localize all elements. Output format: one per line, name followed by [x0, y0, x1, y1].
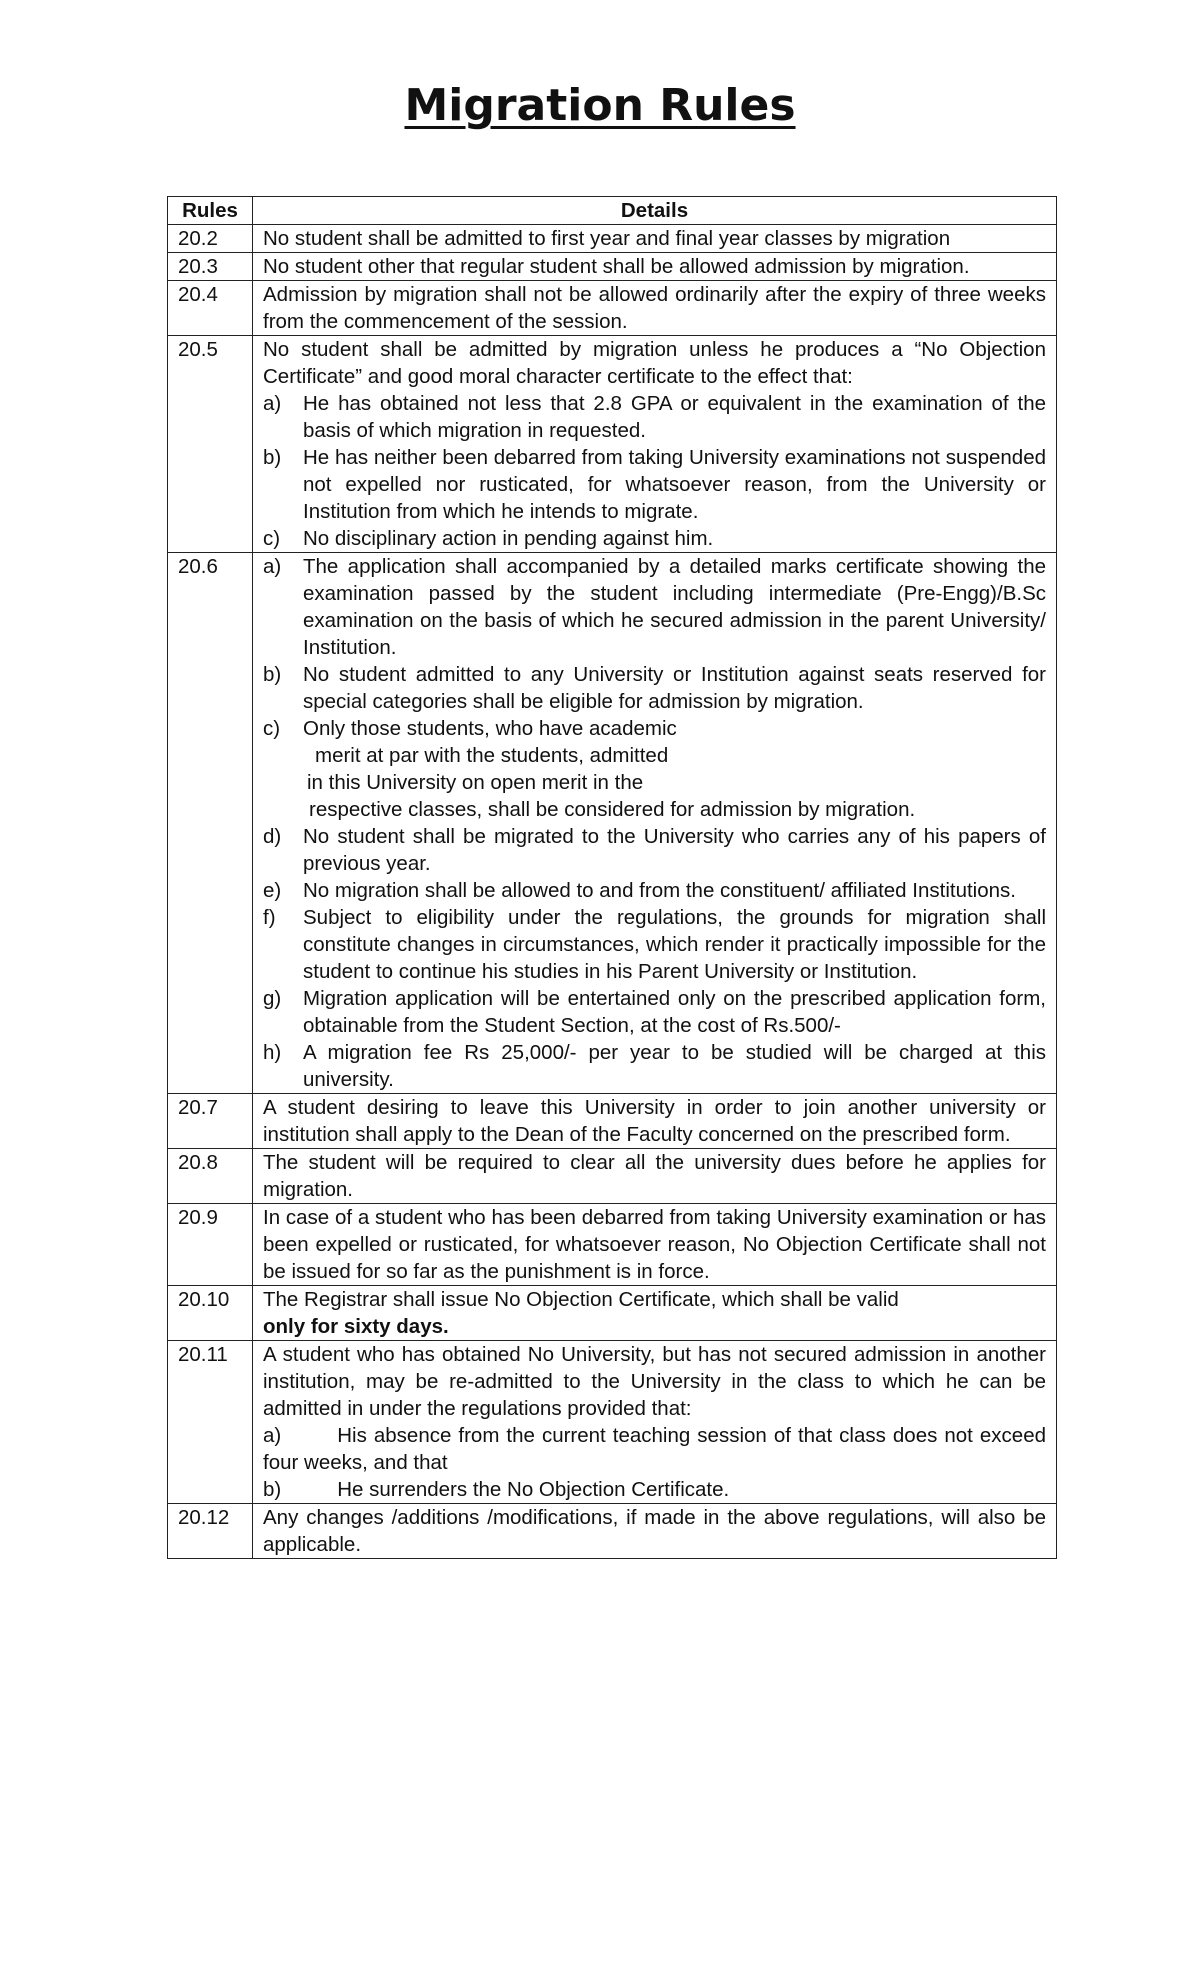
- list-item-text: His absence from the current teaching session of that class does not exceed four weeks, and that: [263, 1424, 1046, 1474]
- rule-details: [253, 253, 1057, 281]
- rules-table: [167, 196, 1057, 1559]
- page-title-text: Migration Rules: [404, 80, 796, 131]
- list-item-line: respective classes, shall be considered for admission by migration.: [309, 798, 916, 821]
- page-title: [0, 78, 1200, 134]
- list-item-label: g): [263, 987, 282, 1010]
- rule-text: No student shall be admitted to first year and final year classes by migration: [263, 227, 951, 250]
- list-item-label: e): [263, 879, 282, 902]
- rule-details: [253, 225, 1057, 253]
- list-item: [263, 444, 1046, 525]
- rule-number: 20.8: [168, 1149, 253, 1204]
- list-item-label: f): [263, 906, 276, 929]
- list-item: [263, 1039, 1046, 1093]
- list-item: [263, 985, 1046, 1039]
- table-row: [168, 1204, 1057, 1286]
- rule-number: 20.5: [168, 336, 253, 553]
- list-item-text: No migration shall be allowed to and from the constituent/ affiliated Institutions.: [303, 879, 1016, 902]
- column-header-rules: Rules: [168, 197, 253, 225]
- rule-number: 20.11: [168, 1341, 253, 1504]
- table-row: [168, 1504, 1057, 1559]
- list-item-text: No disciplinary action in pending against him.: [303, 527, 714, 550]
- rule-number: 20.2: [168, 225, 253, 253]
- table-row: [168, 336, 1057, 553]
- list-item-label: b): [263, 1478, 282, 1501]
- list-item-text: Migration application will be entertained only on the prescribed application form, obtainable from the Student Section, at the cost of Rs.500/-: [303, 987, 1046, 1037]
- table-row: [168, 1341, 1057, 1504]
- rule-number: 20.6: [168, 553, 253, 1094]
- list-item-text: No student shall be migrated to the University who carries any of his papers of previous year.: [303, 825, 1046, 875]
- column-header-details: Details: [253, 197, 1057, 225]
- list-item-label: b): [263, 663, 282, 686]
- rule-text: A student who has obtained No University, but has not secured admission in another institution, may be re-admitted to the University in the class to which he can be admitted in under the regulations provided that:: [263, 1343, 1046, 1420]
- list-item-text: A migration fee Rs 25,000/- per year to be studied will be charged at this university.: [303, 1041, 1046, 1091]
- table-row: [168, 253, 1057, 281]
- table-row: [168, 1149, 1057, 1204]
- list-item-line: in this University on open merit in the: [307, 771, 644, 794]
- rule-details: [253, 281, 1057, 336]
- list-item-line: merit at par with the students, admitted: [315, 744, 669, 767]
- list-item-label: a): [263, 1424, 282, 1447]
- rule-text: The student will be required to clear all the university dues before he applies for migration.: [263, 1151, 1046, 1201]
- list-item-label: h): [263, 1041, 282, 1064]
- table-header-row: [168, 197, 1057, 225]
- rule-number: 20.12: [168, 1504, 253, 1559]
- rule-details: [253, 1504, 1057, 1559]
- list-item-label: a): [263, 392, 282, 415]
- table-row: [168, 281, 1057, 336]
- list-item-text: No student admitted to any University or Institution against seats reserved for special categories shall be eligible for admission by migration.: [303, 663, 1046, 713]
- list-item: [263, 1422, 1046, 1476]
- list-item-label: d): [263, 825, 282, 848]
- list-item: [263, 553, 1046, 661]
- rule-details: [253, 1149, 1057, 1204]
- table-row: [168, 1286, 1057, 1341]
- list-item-line: Only those students, who have academic: [303, 717, 677, 740]
- rule-details: [253, 1094, 1057, 1149]
- list-item-text: Subject to eligibility under the regulations, the grounds for migration shall constitute changes in circumstances, which render it practically impossible for the student to continue his studies in his Parent University or Institution.: [303, 906, 1046, 983]
- rule-details: [253, 553, 1057, 1094]
- rule-details: [253, 1286, 1057, 1341]
- rule-details: [253, 336, 1057, 553]
- rule-details: [253, 1204, 1057, 1286]
- rule-text: The Registrar shall issue No Objection Certificate, which shall be valid: [263, 1288, 899, 1311]
- rule-number: 20.4: [168, 281, 253, 336]
- table-row: [168, 1094, 1057, 1149]
- list-item-text: He surrenders the No Objection Certificate.: [337, 1478, 730, 1501]
- rule-text: No student other that regular student shall be allowed admission by migration.: [263, 255, 970, 278]
- rule-text: No student shall be admitted by migration unless he produces a “No Objection Certificate” and good moral character certificate to the effect that:: [263, 338, 1046, 388]
- list-item-label: c): [263, 527, 281, 550]
- list-item: [263, 715, 1046, 823]
- rule-text: In case of a student who has been debarred from taking University examination or has been expelled or rusticated, for whatsoever reason, No Objection Certificate shall not be issued for so far as the punishment is in force.: [263, 1206, 1046, 1283]
- rule-text: Any changes /additions /modifications, if made in the above regulations, will also be applicable.: [263, 1506, 1046, 1556]
- list-item: [263, 661, 1046, 715]
- list-item: [263, 1476, 1046, 1503]
- table-row: [168, 225, 1057, 253]
- list-item: [263, 823, 1046, 877]
- rule-number: 20.3: [168, 253, 253, 281]
- list-item-label: b): [263, 446, 282, 469]
- list-item: [263, 904, 1046, 985]
- list-item-text: [303, 715, 1046, 823]
- rule-number: 20.9: [168, 1204, 253, 1286]
- list-item-text: He has neither been debarred from taking University examinations not suspended not expelled nor rusticated, for whatsoever reason, from the University or Institution from which he intends to migrate.: [303, 446, 1046, 523]
- rule-details: [253, 1341, 1057, 1504]
- table-row: [168, 553, 1057, 1094]
- rule-text: A student desiring to leave this University in order to join another university or institution shall apply to the Dean of the Faculty concerned on the prescribed form.: [263, 1096, 1046, 1146]
- rule-text: Admission by migration shall not be allowed ordinarily after the expiry of three weeks from the commencement of the session.: [263, 283, 1046, 333]
- list-item: [263, 525, 1046, 552]
- list-item-text: The application shall accompanied by a detailed marks certificate showing the examination passed by the student including intermediate (Pre-Engg)/B.Sc examination on the basis of which he secured admission in the parent University/ Institution.: [303, 555, 1046, 659]
- rule-text-bold: only for sixty days.: [263, 1315, 449, 1338]
- list-item-label: c): [263, 717, 281, 740]
- list-item-text: He has obtained not less that 2.8 GPA or equivalent in the examination of the basis of which migration in requested.: [303, 392, 1046, 442]
- list-item-label: a): [263, 555, 282, 578]
- list-item: [263, 877, 1046, 904]
- list-item: [263, 390, 1046, 444]
- rule-number: 20.7: [168, 1094, 253, 1149]
- rule-number: 20.10: [168, 1286, 253, 1341]
